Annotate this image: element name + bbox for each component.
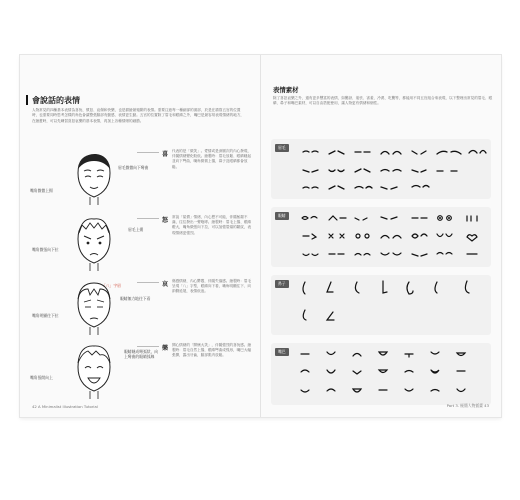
face-joy-illustration (64, 147, 124, 207)
callout-mouth: 嘴角微微上揚 (30, 188, 53, 193)
left-page (20, 55, 260, 417)
face-happiness-illustration (64, 341, 124, 401)
emotion-row-sorrow (30, 277, 255, 339)
callout-eyes: 眼睛瞇成彎弧狀，向上彎曲的眼睛弧線 (124, 349, 159, 359)
section-tag: 眉毛 (275, 144, 289, 152)
emotion-char: 怒 (162, 217, 169, 224)
intro-paragraph: 人物常見的四種基本表情為喜悅、憤怒、哀傷和快樂，也是描繪最頻繁的表情。需要注意每一種細部的面部，於是在描寫五官的位置時，也需要同時思考怎樣的角色會讓整張臉部有動感、表情更生動。五官的位置除了眉毛和眼睛之外，嘴巴是最容易表現情緒的地方，在繪畫時，可以先練習喜怒哀樂的基本表情，再加上各種情緒的細節。 (32, 108, 245, 123)
intro-paragraph: 除了喜怒哀樂之外，還有更多豐富的表情，如驚訝、羞怯、害羞、冷漠、吃驚等，都能用不同五官組合來表現，以下整理出常見的眉毛、眼睛、鼻子和嘴巴素材，可以自由搭配使用，讓人物更有情緒和個性。 (273, 96, 493, 106)
leader-line (137, 282, 159, 283)
section-tag: 眼睛 (275, 212, 289, 220)
emotion-description: 常說「氣憤」情緒，內心想不可能，伴隨極端不滿，往往發出一聲咆哮。繪製時：眉毛上揚、眼睛瞪大，嘴角微張向下拉，可以加強眉頭的皺紋，表現情緒更強烈。 (172, 215, 252, 235)
emotion-row-anger (30, 213, 255, 275)
eyebrow-samples (297, 142, 487, 196)
panel-eyes (271, 207, 491, 267)
eye-samples (297, 210, 487, 264)
emotion-row-joy (30, 147, 255, 209)
page-title: 表情素材 (273, 86, 299, 94)
emotion-char: 喜 (162, 151, 169, 158)
callout-mouth: 嘴角明顯往下拉 (32, 313, 59, 318)
emotion-char: 樂 (162, 345, 169, 352)
face-anger-illustration (64, 213, 124, 273)
callout-brow: 「八」字眉 (102, 283, 121, 288)
leader-line (137, 218, 159, 219)
book-spread (20, 55, 501, 417)
callout-brow: 眉毛上揚 (128, 227, 144, 232)
emotion-description: 傷感情緒，內心鬱悶，伴隨失落感。繪製時：眉毛呈現「八」字型，眼睛向下看，嘴角明顯往下、向兩側延展，表情低迷。 (172, 279, 252, 294)
page-folio: 42 A Minimalist Illustration Tutorial (32, 404, 98, 409)
callout-mouth: 嘴角微張向下拉 (32, 247, 59, 252)
page-folio: Part 3. 極簡人物插畫 43 (446, 403, 489, 408)
emotion-char: 哀 (162, 281, 169, 288)
right-page (261, 55, 501, 417)
mouth-samples (297, 346, 487, 402)
leader-line (137, 152, 159, 153)
nose-samples (297, 278, 487, 332)
emotion-description: 開心情緒的「開懷大笑」，伴隨強烈的喜悅感。繪製時：眉毛自然上揚，眼睛彎曲成弧形，嘴巴大幅張開，露出牙齒，臉部肌肉放鬆。 (172, 343, 252, 358)
section-tag: 鼻子 (275, 280, 289, 288)
emotion-row-happiness (30, 341, 255, 403)
section-tag: 嘴巴 (275, 348, 289, 356)
callout-brow: 眉毛微微向下彎曲 (118, 165, 149, 170)
emotion-description: 代表的是「微笑」。愛情或是深層次的內心發現，伴隨情緒變化較低。繪製時：眉毛放鬆、眼睛瞇起並向下彎曲，嘴角微微上揚，鼻子及眼睛都會放鬆。 (172, 149, 252, 169)
panel-mouth (271, 343, 491, 405)
leader-line (137, 346, 159, 347)
panel-nose (271, 275, 491, 335)
callout-eyes: 眼睛無力地往下看 (120, 296, 151, 301)
callout-mouth: 嘴角張開向上 (30, 375, 53, 380)
page-title: 會說話的表情 (32, 96, 80, 105)
panel-eyebrows (271, 139, 491, 199)
